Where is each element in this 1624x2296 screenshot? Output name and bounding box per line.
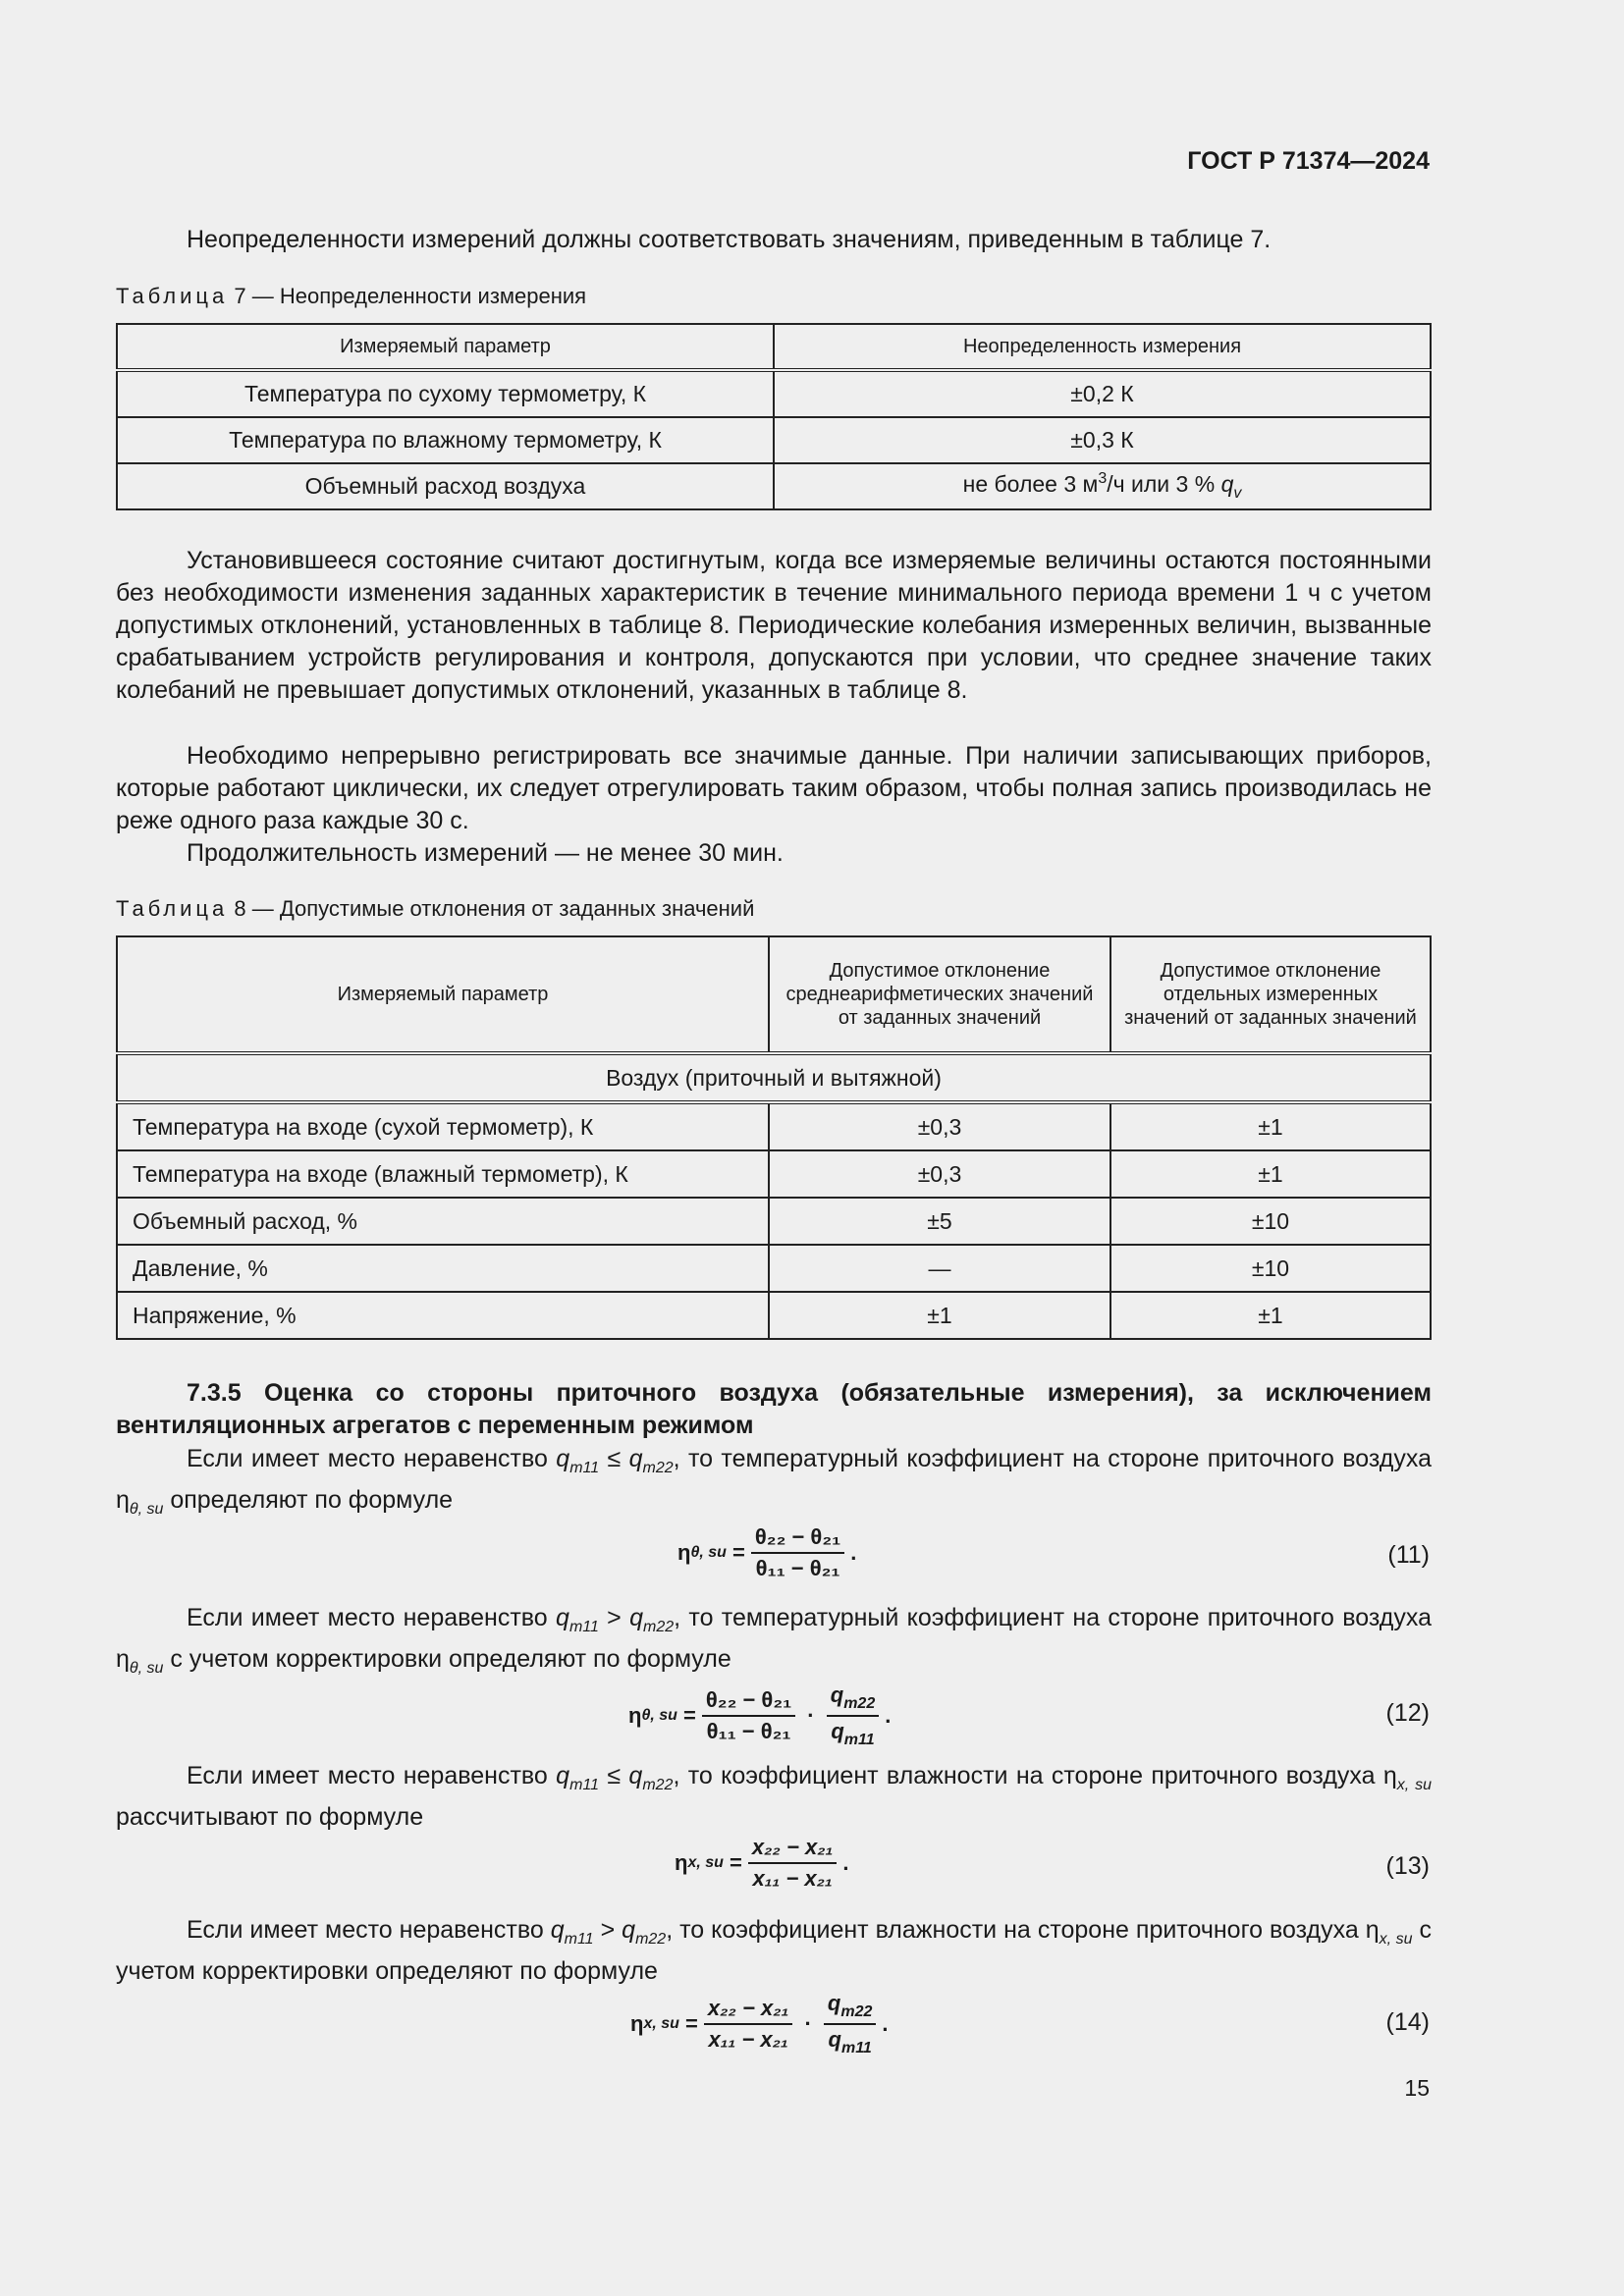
table-cell: Объемный расход воздуха [117,463,774,509]
condition-paragraph-13: Если имеет место неравенство $q_{m11} \le q_{m22}$, то коэффициент влажности на стороне приточного воздуха $\eta_{x, su}$ рассчитывают по формуле [116,1762,1432,1831]
table8-header-single-dev: Допустимое отклонение отдельных измеренных значений от заданных значений [1110,936,1431,1053]
table-cell: ±0,2 К [774,370,1431,417]
table-cell: ±0,3 [769,1150,1110,1198]
table-cell: Давление, % [117,1245,769,1292]
table-cell: Объемный расход, % [117,1198,769,1245]
condition-paragraph-12: Если имеет место неравенство $q_{m11} > q_{m22}$, то температурный коэффициент на стороне приточного воздуха $\eta_{\theta, su}$ с учетом корректировки определяют по формуле [116,1604,1433,1677]
table-cell: ±1 [1110,1102,1431,1150]
duration-paragraph: Продолжительность измерений — не менее 30 мин. [187,839,784,867]
condition-paragraph-14: Если имеет место неравенство $q_{m11} > q_{m22}$, то коэффициент влажности на стороне приточного воздуха $\eta_{x, su}$ с учетом корректировки определяют по формуле [116,1916,1433,1985]
condition-paragraph-11: Если имеет место неравенство $q_{m11} \le q_{m22}$, то температурный коэффициент на стороне приточного воздуха $\eta_{\theta, su}$ определяют по формуле [116,1445,1432,1518]
table-cell: ±0,3 К [774,417,1431,463]
page-number: 15 [1404,2075,1430,2101]
table-cell: Температура по сухому термометру, К [117,370,774,417]
table-cell: Напряжение, % [117,1292,769,1339]
formula-12: η θ, su = $\frac{\text{θ₂₂ − θ₂₁}}{\text{θ₁₁ − θ₂₁}}$ · $\frac{q_{m22}}{q_{m11}}$ . [628,1682,892,1748]
table8-caption: Таблица 8 — Допустимые отклонения от заданных значений [116,896,755,921]
table-cell: ±0,3 [769,1102,1110,1150]
table-cell: ±10 [1110,1245,1431,1292]
table8-header-param: Измеряемый параметр [117,936,769,1053]
table-cell: ±1 [769,1292,1110,1339]
recording-paragraph: Необходимо непрерывно регистрировать все значимые данные. При наличии записывающих приборов, которые работают циклически, их следует отрегулировать таким образом, чтобы полная запись производилась не реже одного раза каждые 30 с. [116,742,1432,834]
table7-header-param: Измеряемый параметр [117,324,774,370]
table-cell: — [769,1245,1110,1292]
table-cell: ±10 [1110,1198,1431,1245]
table8 [116,935,1432,1340]
section-heading: 7.3.5 Оценка со стороны приточного воздуха (обязательные измерения), за исключением вентиляционных агрегатов с переменным режимом [116,1379,1432,1439]
table-cell: Температура на входе (влажный термометр), К [117,1150,769,1198]
table8-header-mean-dev: Допустимое отклонение среднеарифметических значений от заданных значений [769,936,1110,1053]
table-cell: Температура по влажному термометру, К [117,417,774,463]
formula-number-14: (14) [1385,2008,1430,2036]
formula-11: η θ, su = $\frac{\text{θ₂₂ − θ₂₁}}{\text{θ₁₁ − θ₂₁}}$ . [677,1524,857,1580]
steady-state-paragraph: Установившееся состояние считают достигнутым, когда все измеряемые величины остаются постоянными без необходимости изменения заданных характеристик в течение минимального периода времени 1 ч с учетом допустимых отклонений, установленных в таблице 8. Периодические колебания измеренных величин, вызванные срабатыванием устройств регулирования и контроля, допускаются при условии, что среднее значение таких колебаний не превышает допустимых отклонений, указанных в таблице 8. [116,547,1432,704]
table7-header-uncertainty: Неопределенность измерения [774,324,1431,370]
formula-13: η x, su = $\frac{\text{x₂₂ − x₂₁}}{\text{x₁₁ − x₂₁}}$ . [675,1835,849,1891]
table8-section-row: Воздух (приточный и вытяжной) [117,1053,1431,1102]
document-id: ГОСТ Р 71374—2024 [1187,147,1430,175]
formula-number-12: (12) [1385,1699,1430,1727]
table-cell: не более 3 $м^3/ч$ или 3 % $q_v$ [774,463,1431,509]
table-cell: Температура на входе (сухой термометр), К [117,1102,769,1150]
table-cell: ±5 [769,1198,1110,1245]
formula-number-11: (11) [1387,1541,1430,1569]
table7-caption: Таблица 7 — Неопределенности измерения [116,284,587,308]
table7 [116,323,1432,510]
formula-14: η x, su = $\frac{\text{x₂₂ − x₂₁}}{\text{x₁₁ − x₂₁}}$ · $\frac{q_{m22}}{q_{m11}}$ . [630,1991,889,2056]
formula-number-13: (13) [1385,1852,1430,1880]
table-cell: ±1 [1110,1150,1431,1198]
intro-paragraph: Неопределенности измерений должны соответствовать значениям, приведенным в таблице 7. [187,226,1272,253]
table-cell: ±1 [1110,1292,1431,1339]
